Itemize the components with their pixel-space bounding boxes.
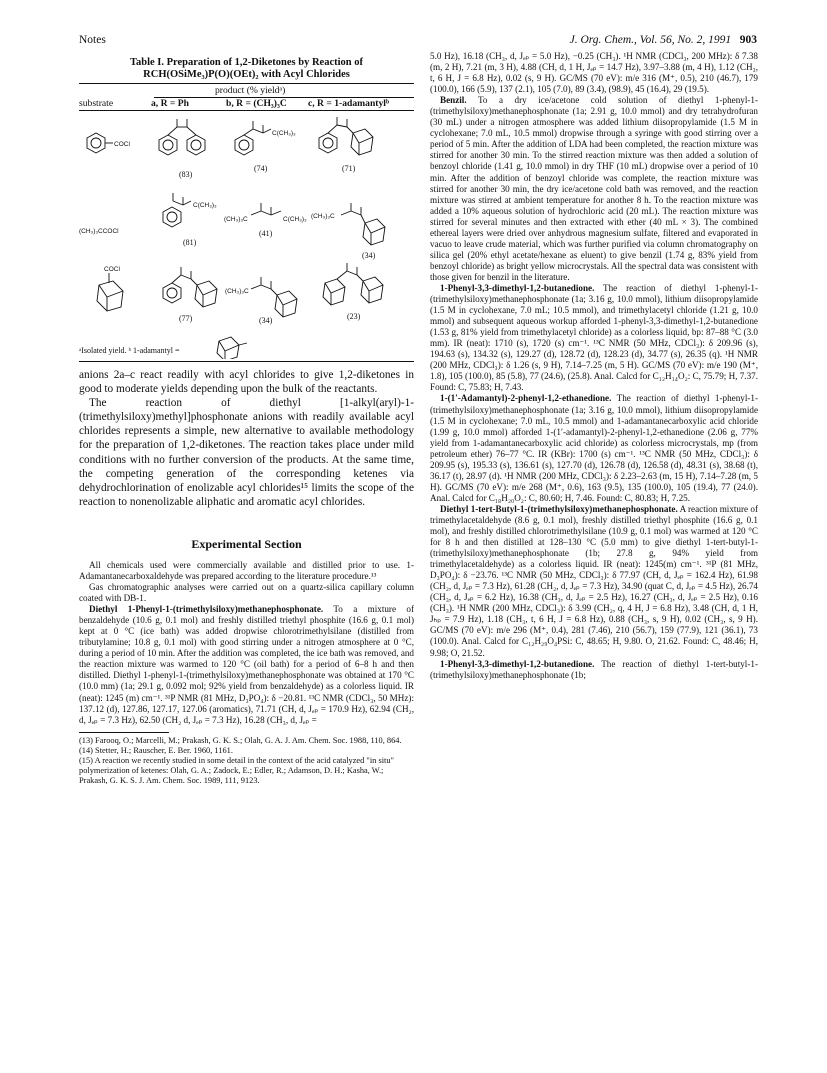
yield-3a: (77): [179, 314, 193, 323]
text-adamantyl-ethanedione: The reaction of diethyl 1-phenyl-1-(trimethylsiloxy)methanephosphonate (1a; 3.16 g, 10.0 mmol), lithium diisopropylamide (1.5 M in cyclohexane; 7.0 mL, 10.5 mmol) and 1-adamantanecarboxylic acid chloride (1.99 g, 10.0 mmol) afforded 1-(1′-adamantyl)-2-phenyl-1,2-ethanedione (2.06 g, 77% yield from 1-adamantanecarboxylic acid chloride) as colorless microcrystals, mp (from petroleum ether) 76–77 °C. IR (KBr): 1700 (s) cm⁻¹. ¹³C NMR (50 MHz, CDCl₃): δ 209.95 (s), 195.33 (s), 136.61 (s), 127.70 (d), 126.78 (d), 126.58 (d), 48.31 (s), 38.68 (t), 36.17 (t), 28.97 (d). ¹H NMR (200 MHz, CDCl₃): δ 2.23–2.63 (m, 15 H), 7.14–7.28 (m, 5 H). GC/MS (70 eV): m/e 268 (M⁺, 0.6), 163 (9.5), 135 (100.0), 105 (19.4), 77 (24.0). Anal. Calcd for C₁₈H₂₀O₂: C, 80.60; H, 7.46. Found: C, 80.83; H, 7.25.: [430, 393, 758, 503]
yield-2a: (81): [183, 238, 197, 247]
text-phenyl-dimethyl-butanedione: The reaction of diethyl 1-phenyl-1-(trimethylsiloxy)methanephosphonate (1a; 3.16 g, 10.0 mmol), lithium diisopropylamide (1.5 M in cyclohexane, 7.0 mL; 10.5 mmol), and trimethylacetyl chloride (1.21 g, 10.0 mmol) and subsequent aqueous workup afforded 1-phenyl-3,3-dimethyl-1,2-butanedione (1.53 g, 81% yield from trimethylacetyl chloride) as a colorless liquid, bp: 87–88 °C (3.0 mm). IR (neat): 1710 (s), 1720 (s) cm⁻¹. ¹³C NMR (50 MHz, CDCl₃): δ 209.96 (s), 194.63 (s), 134.32 (s), 129.27 (d), 128.72 (d), 128.23 (d), 34.77 (s), 26.35 (q). ¹H NMR (200 MHz, CDCl₃): δ 1.26 (s, 9 H), 7.14–7.25 (m, 5 H). GC/MS (70 eV): m/e 190 (M⁺, 1.8), 105 (100.0), 85 (5.8), 77 (24.6), (25.8). Anal. Calcd for C₁₂H₁₄O₂: C, 75.79; H, 7.37. Found: C, 75.83; H, 7.43.: [430, 282, 758, 393]
running-header-left: Notes: [79, 34, 106, 46]
heading-phosphonate-1a: Diethyl 1-Phenyl-1-(trimethylsiloxy)methanephosphonate.: [89, 604, 324, 615]
label-tbutyl-3b: (CH₃)₃C: [225, 288, 249, 295]
label-tbutyl-2a: C(CH₃)₃: [193, 202, 217, 209]
phenyl-adamantyl-diketone-structure: [319, 117, 373, 155]
yield-1b: (74): [254, 164, 268, 173]
table-top-rule: [79, 83, 414, 84]
yield-2c: (34): [362, 251, 376, 260]
col-b: b, R = (CH₃)₃C: [226, 98, 287, 109]
benzoyl-chloride-structure: [87, 133, 113, 153]
heading-benzil: Benzil.: [440, 95, 467, 106]
label-tbutyl-2c: (CH₃)₃C: [311, 213, 335, 220]
paragraph-gc: Gas chromatographic analyses were carried out on a quartz-silica capillary column coated with DB-1.: [79, 582, 414, 604]
paragraph-phosphonate-1b: [430, 504, 758, 659]
label-tbutyl-2b-right: C(CH₃)₃: [283, 216, 307, 223]
footnote-13: (13) Farooq, O.; Marcelli, M.; Prakash, G. K. S.; Olah, G. A. J. Am. Chem. Soc. 1988, 110, 864.: [79, 735, 402, 745]
footnote-15: (15) A reaction we recently studied in some detail in the context of the acid catalyzed "in situ" polymerization of ketenes: Olah, G. A.; Zadock, E.; Edler, R.; Adamson, D. H.; Kasha, W.; Prakash, G. K. S. J. Am. Chem. Soc. 1989, 111, 9123.: [79, 755, 394, 785]
benzil-structure: [159, 119, 205, 155]
yield-3b: (34): [259, 316, 273, 325]
col-c: c, R = 1-adamantylᵇ: [308, 98, 390, 109]
adamantanecarbonyl-chloride-structure: [97, 273, 123, 311]
yield-2b: (41): [259, 229, 273, 238]
di-tbutyl-diketone-structure: [251, 203, 281, 215]
paragraph-benzil: [430, 95, 758, 283]
left-column: [79, 57, 414, 786]
substrate-2-label: (CH₃)₃CCOCl: [79, 228, 119, 235]
right-column: [430, 51, 758, 681]
section-heading-experimental: Experimental Section: [191, 536, 302, 551]
phenyl-tbutyl-diketone-structure: [235, 121, 271, 155]
label-tbutyl-1b: C(CH₃)₃: [272, 130, 296, 137]
paragraph-anions: anions 2a–c react readily with acyl chlorides to give 1,2-diketones in good to moderate yields depending upon the bulk of the reactants.: [79, 369, 414, 396]
adamantyl-tbutyl-diketone-structure: [251, 277, 297, 317]
heading-butanedione-from-1b: 1-Phenyl-3,3-dimethyl-1,2-butanedione.: [440, 658, 595, 669]
table-caption-line1: Table I. Preparation of 1,2-Diketones by Reaction of: [129, 57, 364, 68]
paragraph-reaction: The reaction of diethyl [1-alkyl(aryl)-1-(trimethylsiloxy)methyl]phosphonate anions with readily available acyl chlorides represents a simple, new alternative to available methodology for the preparation of 1,2-diketones. The reaction takes place under mild conditions with no further conversion of the products. At the same time, the competing generation of the corresponding ketenes via dehydrochlorination of enolizable acyl chlorides¹⁵ limits the scope of the reaction to nonenolizable aliphatic and aromatic acyl chlorides.: [79, 397, 414, 508]
tbutyl-adamantyl-diketone-structure: [341, 203, 385, 245]
running-header-right: [570, 34, 757, 46]
table-structures: [79, 111, 414, 359]
diadamantyl-diketone-structure: [323, 263, 383, 305]
text-benzil: To a dry ice/acetone cold solution of diethyl 1-phenyl-1-(trimethylsiloxy)methanephosphonate (1a; 2.91 g, 10.0 mmol) and dry tetrahydrofuran (30 mL) under a nitrogen atmosphere was added lithium diisopropylamide (1.5 M in cyclohexane; 7.0 mL, 10.5 mmol) dropwise through a syringe with good stirring over a period of 5 min. After the addition of LDA had been completed, the reaction mixture was stirred for another 30 min. To the stirred reaction mixture was then added a solution of benzoyl chloride (1.41 g, 10.0 mmol) in dry THF (10 mL) dropwise over a period of 10 min. After the addition of benzoyl chloride was complete, the reaction mixture was stirred for another 30 min, the dry ice/acetone cold bath was removed, and the reaction mixture was stirred at ambient temperature for another 8 h. To the reaction mixture was added a 10% aqueous solution of hydrochloric acid (20 mL). The reaction mixture was stirred for several minutes and then extracted with ether (40 mL × 3). The combined ethereal layers were dried over anhydrous magnesium sulfate, filtered and evaporated in vacuo to leave crude material, which was further purified via column chromatography on silica gel (20% ethyl acetate/hexane as eluent) to give benzil (1.74 g, 83% yield from benzoyl chloride) as bright yellow microcrystals. All the spectral data was consistent with those given for benzil in the literature.: [430, 95, 758, 282]
journal-citation: J. Org. Chem., Vol. 56, No. 2, 1991: [569, 34, 732, 46]
substrate-3-label: COCl: [104, 266, 120, 273]
col-substrate: substrate: [79, 98, 114, 109]
tbutyl-phenyl-diketone-structure: [163, 193, 191, 227]
adamantyl-footnote-structure: [217, 337, 247, 359]
text-phosphonate-1b: A reaction mixture of trimethylacetaldehyde (8.6 g, 0.1 mol), freshly distilled triethyl phosphite (16.6 g, 0.1 mol), and freshly distilled chlorotrimethylsilane (10.9 g, 0.1 mol) was warmed at 120 °C for 8 h and then distilled at 128–130 °C (5.0 mm) to give diethyl 1-tert-butyl-1-(trimethylsiloxy)methanephosphonate (1b; 27.8 g, 94% yield from trimethylacetaldehyde) as a colorless liquid. IR (neat): 1245(m) cm⁻¹. ³¹P (81 MHz, D₃PO₄): δ −23.76. ¹³C NMR (50 MHz, CDCl₃): δ 77.97 (CH, d, Jₑₚ = 162.4 Hz), 61.98 (CH₂, d, Jₑₚ = 7.3 Hz), 61.28 (CH₂, d, Jₑₚ = 7.3 Hz), 34.90 (quat C, d, Jₑₚ = 4.5 Hz), 26.74 (CH₃, d, Jₑₚ = 6.2 Hz), 16.38 (CH₃, d, Jₑₚ = 2.5 Hz), 16.27 (CH₃, d, Jₑₚ = 2.5 Hz), 0.16 (CH₃). ¹H NMR (200 MHz, CDCl₃): δ 3.99 (CH₂, q, 4 H, J = 6.8 Hz), 3.48 (CH, d, 1 H, Jₕₚ = 7.9 Hz), 1.18 (CH₃, t, 6 H, J = 6.8 Hz), 0.88 (CH₃, s, 9 H), 0.02 (CH₃, s, 9 H). GC/MS (70 eV): m/e 296 (M⁺, 0.4), 281 (7.46), 210 (56.7), 159 (77.9), 121 (36.1), 73 (100.0). Anal. Calcd for C₁₂H₂₉O₄PSi: C, 48.65; H, 9.80. O, 21.62. Found: C, 48.46; H, 9.98; O, 21.52.: [430, 503, 759, 658]
table-group-header: product (% yieldᵃ): [215, 85, 286, 96]
yield-1a: (83): [179, 170, 193, 179]
col-a: a, R = Ph: [151, 98, 189, 109]
yield-1c: (71): [342, 164, 356, 173]
paragraph-butanedione-from-1b: [430, 659, 758, 681]
page-number: 903: [739, 34, 757, 46]
adamantyl-phenyl-diketone-structure: [163, 267, 217, 307]
table-footnote: ᵃIsolated yield. ᵇ 1-adamantyl =: [79, 346, 180, 355]
heading-phosphonate-1b: Diethyl 1-tert-Butyl-1-(trimethylsiloxy)methanephosphonate.: [440, 503, 678, 514]
paragraph-adamantyl-ethanedione: [430, 393, 758, 503]
footnote-rule: [79, 732, 169, 733]
heading-phenyl-dimethyl-butanedione: 1-Phenyl-3,3-dimethyl-1,2-butanedione.: [440, 282, 595, 293]
table-caption: [79, 57, 414, 81]
text-butanedione-from-1b: The reaction of diethyl 1-tert-butyl-1-(trimethylsiloxy)methanephosphonate (1b;: [430, 658, 758, 680]
label-tbutyl-2b-left: (CH₃)₃C: [224, 216, 248, 223]
heading-adamantyl-ethanedione: 1-(1′-Adamantyl)-2-phenyl-1,2-ethanedione.: [440, 393, 612, 404]
paragraph-chemicals: All chemicals used were commercially available and distilled prior to use. 1-Adamantanecarboxaldehyde was prepared according to the literature procedure.¹³: [79, 559, 414, 581]
yield-3c: (23): [347, 312, 361, 321]
text-phosphonate-1a: To a mixture of benzaldehyde (10.6 g, 0.1 mol) and freshly distilled triethyl phosphite (16.6 g, 0.1 mol) kept at 0 °C (ice bath) was added dropwise chlorotrimethylsilane (distilled from tributylamine; 10.8 g, 0.1 mol) with good stirring under a nitrogen atmosphere at 0 °C, during a period of 10 min. After the addition was completed, the ice bath was removed, and the reaction mixture was warmed to 120 °C (oil bath) for a period of 6–8 h and then distilled. Diethyl 1-phenyl-1-(trimethylsiloxy)methanephosphonate was obtained at 170 °C (10.0 mm) (1a; 29.1 g, 0.092 mol; 92% yield from benzaldehyde) as a colorless liquid. IR (neat): 1245 (m) cm⁻¹. ³¹P NMR (81 MHz, D₃PO₄): δ −20.81. ¹³C NMR (CDCl₃, 50 MHz): 137.12 (d), 127.86, 127.17, 127.06 (aromatics), 71.71 (CH, d, Jₑₚ = 170.9 Hz), 62.94 (CH₂, d, Jₑₚ = 7.3 Hz), 62.50 (CH₂ d, Jₑₚ = 7.3 Hz), 16.28 (CH₃, d, Jₑₚ =: [79, 604, 414, 725]
substrate-1-label: COCl: [114, 141, 130, 148]
paragraph-phosphonate-1a: [79, 604, 414, 726]
paragraph-nmr-continued: 5.0 Hz), 16.18 (CH₃, d, Jₑₚ = 5.0 Hz), −0.25 (CH₃). ¹H NMR (CDCl₃, 200 MHz): δ 7.38 (m, 2 H), 7.21 (m, 3 H), 4.88 (CH, d, 1 H, Jₑₚ = 14.7 Hz), 3.97–3.88 (m, 4 H), 1.12 (CH₃, t, 6 H, J = 6.8 Hz), 0.02 (s, 9 H). GC/MS (70 eV): m/e 316 (M⁺, 0.5), 210 (46.7), 179 (100.0), 166 (5.9), 137 (2.1), 105 (7.0), 89 (3.4), (98.9), 45 (16.4), 29 (19.5).: [430, 51, 758, 95]
footnote-14: (14) Stetter, H.; Rauscher, E. Ber. 1960, 1161.: [79, 745, 233, 755]
paragraph-phenyl-dimethyl-butanedione: [430, 283, 758, 393]
table-caption-line2: RCH(OSiMe₃)P(O)(OEt)₂ with Acyl Chlorides: [143, 69, 350, 80]
